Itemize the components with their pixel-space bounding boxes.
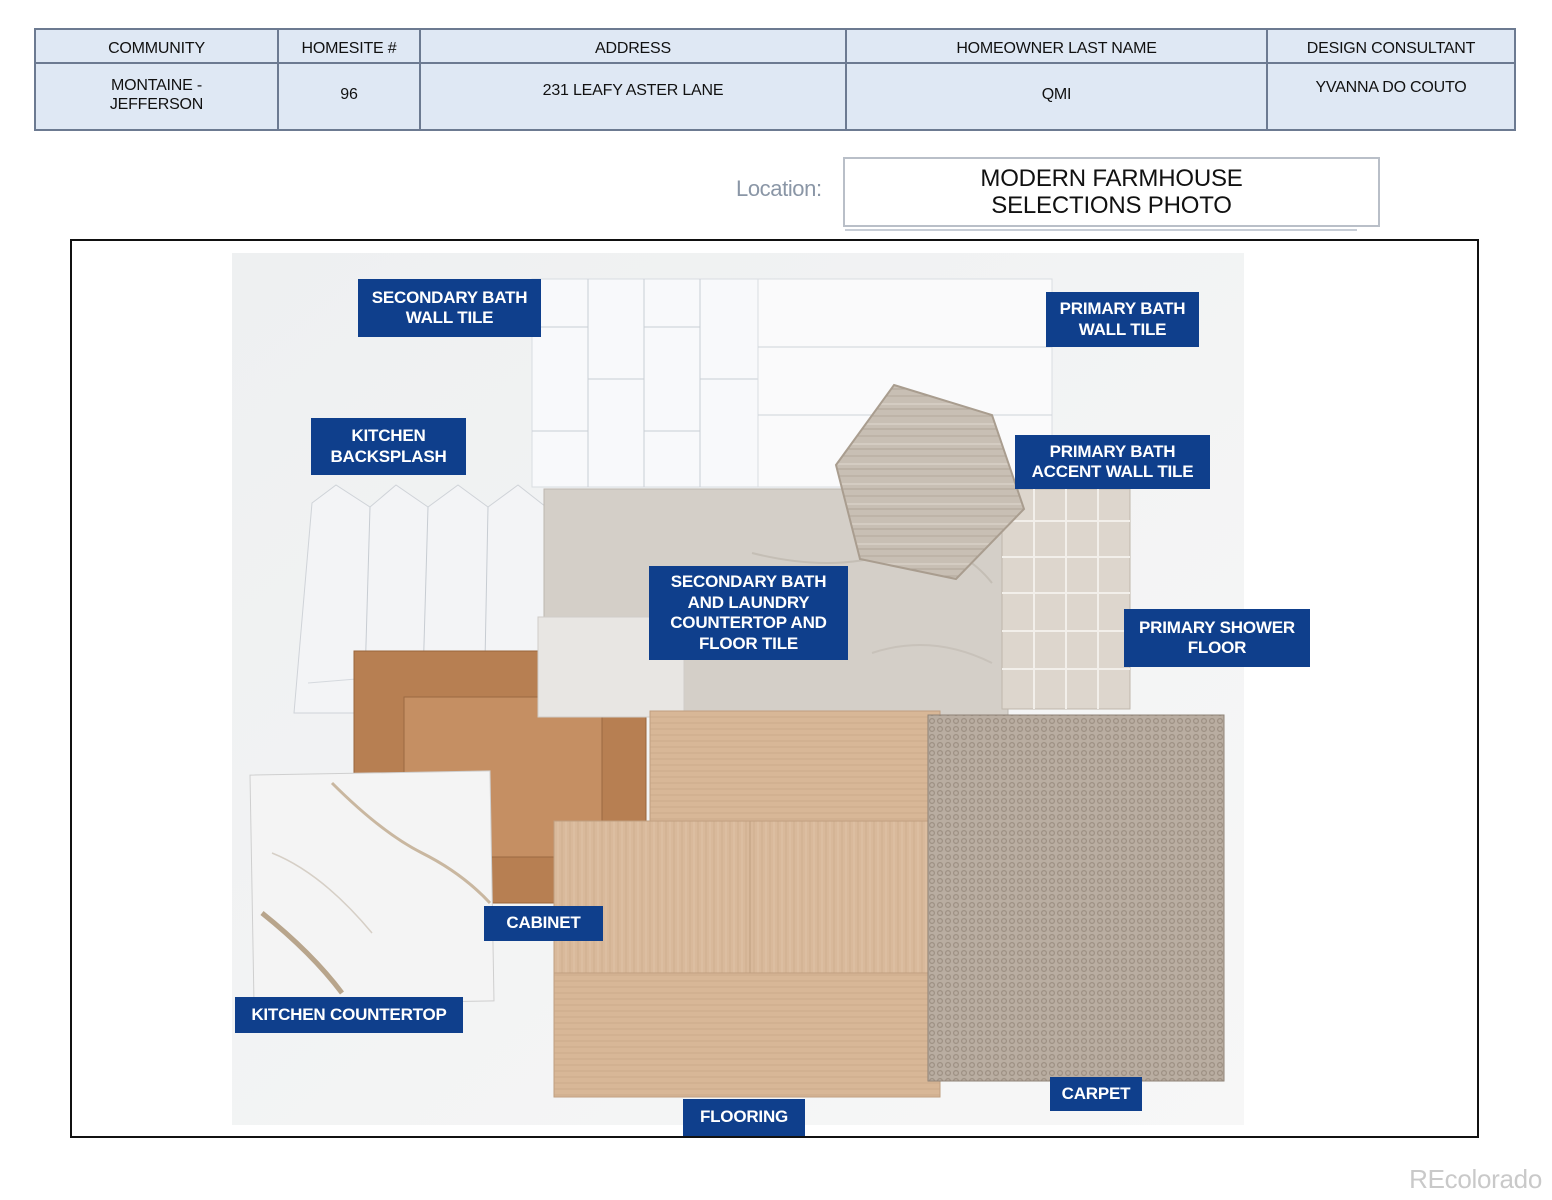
community-line-2: JEFFERSON [109, 95, 204, 113]
header-address: ADDRESS [421, 30, 847, 64]
label-line: PRIMARY BATH [1049, 441, 1176, 461]
value-homeowner-last-name: QMI [847, 64, 1268, 129]
location-underline [845, 229, 1357, 231]
label-secondary-bath-laundry-countertop-floor-tile [649, 566, 848, 660]
location-line-2: SELECTIONS PHOTO [991, 192, 1232, 219]
kitchen-countertop-sample [250, 771, 494, 1005]
header-homeowner-last-name: HOMEOWNER LAST NAME [847, 30, 1268, 64]
label-line: ACCENT WALL TILE [1031, 462, 1194, 481]
label-line: KITCHEN [351, 426, 426, 445]
label-line: SECONDARY BATH [670, 572, 827, 591]
label-kitchen-countertop: KITCHEN COUNTERTOP [235, 997, 463, 1033]
label-line: COUNTERTOP AND [670, 613, 827, 632]
label-line: SECONDARY BATH [371, 287, 528, 307]
location-label: Location: [736, 176, 822, 201]
label-line: WALL TILE [1078, 319, 1167, 339]
label-secondary-bath-wall-tile [358, 279, 541, 337]
label-line: WALL TILE [405, 308, 494, 327]
location-line-1: MODERN FARMHOUSE [980, 165, 1243, 192]
value-address: 231 LEAFY ASTER LANE [421, 64, 847, 129]
location-box [843, 157, 1380, 227]
value-community [36, 64, 279, 129]
value-homesite: 96 [279, 64, 421, 129]
recolorado-watermark: REcolorado [1409, 1164, 1542, 1194]
selection-info-table [34, 28, 1516, 131]
header-homesite: HOMESITE # [279, 30, 421, 64]
selections-photo [232, 253, 1244, 1125]
label-carpet: CARPET [1050, 1077, 1142, 1111]
community-line-1: MONTAINE - [110, 76, 203, 94]
secondary-bath-wall-tile-sample [532, 279, 758, 487]
label-cabinet: CABINET [484, 906, 603, 941]
value-design-consultant: YVANNA DO COUTO [1315, 79, 1467, 96]
header-community: COMMUNITY [36, 30, 279, 64]
label-line: PRIMARY BATH [1059, 299, 1186, 318]
label-line: BACKSPLASH [330, 446, 447, 466]
carpet-sample [928, 715, 1224, 1081]
label-line: PRIMARY SHOWER [1139, 617, 1295, 637]
label-primary-shower-floor [1124, 609, 1310, 667]
label-line: FLOOR [1187, 638, 1247, 657]
header-design-consultant: DESIGN CONSULTANT [1268, 30, 1514, 64]
primary-shower-floor-sample [1002, 489, 1130, 709]
label-kitchen-backsplash [311, 418, 466, 475]
label-line: FLOOR TILE [698, 633, 799, 653]
label-flooring: FLOORING [683, 1099, 805, 1136]
label-line: AND LAUNDRY [687, 592, 810, 612]
label-primary-bath-wall-tile [1046, 292, 1199, 347]
label-primary-bath-accent-wall-tile [1015, 435, 1210, 489]
